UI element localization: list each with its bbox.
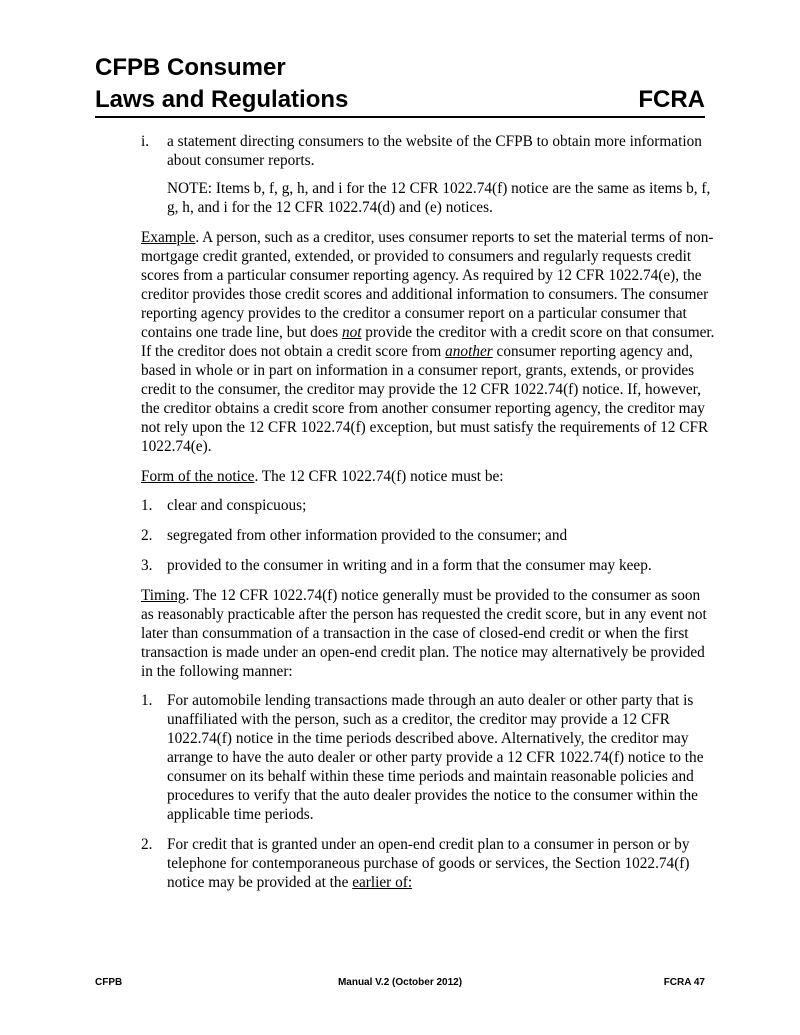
example-paragraph [141, 228, 716, 456]
header-rule [95, 116, 705, 118]
list-item-text [167, 835, 716, 892]
example-emphasis-another: another [445, 343, 493, 360]
form-text: . The 12 CFR 1022.74(f) notice must be: [254, 468, 504, 485]
example-emphasis-not: not [341, 324, 362, 341]
example-heading: Example [141, 229, 196, 246]
page-header [95, 52, 705, 116]
footer-left: CFPB [95, 977, 123, 988]
list-marker: 3. [141, 557, 153, 574]
list-item-text: clear and conspicuous; [167, 497, 307, 514]
header-title-line2 [95, 84, 705, 116]
example-text-1: . A person, such as a creditor, uses consumer reports to set the material terms of non-mortgage credit granted, extended, or provided to consumers and regularly requests credit scores from a particular consumer reporting agency. As required by 12 CFR 1022.74(e), the creditor provides those credit scores and additional information to consumers. The consumer reporting agency provides to the creditor a consumer report on a particular consumer that contains one trade line, but does [141, 229, 714, 341]
list-item-text: provided to the consumer in writing and in a form that the consumer may keep. [167, 557, 652, 574]
list-item-i [141, 132, 716, 170]
list-item [141, 835, 716, 892]
page-footer [95, 976, 705, 990]
list-marker: 2. [141, 527, 153, 544]
list-item-text: a statement directing consumers to the website of the CFPB to obtain more information about consumer reports. [167, 133, 702, 169]
example-text-2: provide the creditor with a credit score on that consumer. If the creditor does not obtain a credit score from [141, 324, 715, 360]
form-heading: Form of the notice [141, 468, 255, 485]
footer-center: Manual V.2 (October 2012) [337, 977, 463, 988]
page-body [141, 132, 716, 892]
list-marker: 2. [141, 836, 153, 853]
list-item [141, 556, 716, 575]
list-item [141, 496, 716, 515]
list-marker: i. [141, 133, 150, 150]
footer-page-number: FCRA 47 [663, 977, 705, 988]
timing-paragraph [141, 586, 716, 681]
timing-heading: Timing [141, 587, 186, 604]
header-section-label: FCRA [638, 86, 705, 113]
list-item-text: segregated from other information provided to the consumer; and [167, 527, 568, 544]
list-marker: 1. [141, 692, 153, 709]
header-title: Laws and Regulations [95, 86, 349, 113]
list-item-text-main: For credit that is granted under an open-end credit plan to a consumer in person or by telephone for contemporaneous purchase of goods or services, the Section 1022.74(f) notice may be provided at the [167, 836, 690, 891]
list-item-underlined-text: earlier of: [352, 874, 413, 891]
list-item [141, 526, 716, 545]
example-text-3: consumer reporting agency and, based in whole or in part on information in a consumer report, grants, extends, or provides credit to the consumer, the creditor may provide the 12 CFR 1022.74(f) notice. If, however, the creditor obtains a credit score from another consumer reporting agency, the creditor may not rely upon the 12 CFR 1022.74(f) exception, but must satisfy the requirements of 12 CFR 1022.74(e). [141, 343, 709, 455]
list-item [141, 691, 716, 824]
header-title-line1: CFPB Consumer [95, 54, 286, 81]
list-item-text: For automobile lending transactions made through an auto dealer or other party that is unaffiliated with the person, such as a creditor, the creditor may provide a 12 CFR 1022.74(f) notice in the time periods described above. Alternatively, the creditor may arrange to have the auto dealer or other party provide a 12 CFR 1022.74(f) notice to the consumer on its behalf within these time periods and maintain reasonable policies and procedures to verify that the auto dealer provides the notice to the consumer within the applicable time periods. [167, 692, 704, 823]
timing-text: . The 12 CFR 1022.74(f) notice generally must be provided to the consumer as soon as reasonably practicable after the person has requested the credit score, but in any event not later than consummation of a transaction in the case of closed-end credit or when the first transaction is made under an open-end credit plan. The notice may alternatively be provided in the following manner: [141, 587, 707, 680]
list-marker: 1. [141, 497, 153, 514]
form-paragraph [141, 467, 716, 486]
note-paragraph: NOTE: Items b, f, g, h, and i for the 12 CFR 1022.74(f) notice are the same as items b, f, g, h, and i for the 12 CFR 1022.74(d) and (e) notices. [167, 180, 711, 216]
